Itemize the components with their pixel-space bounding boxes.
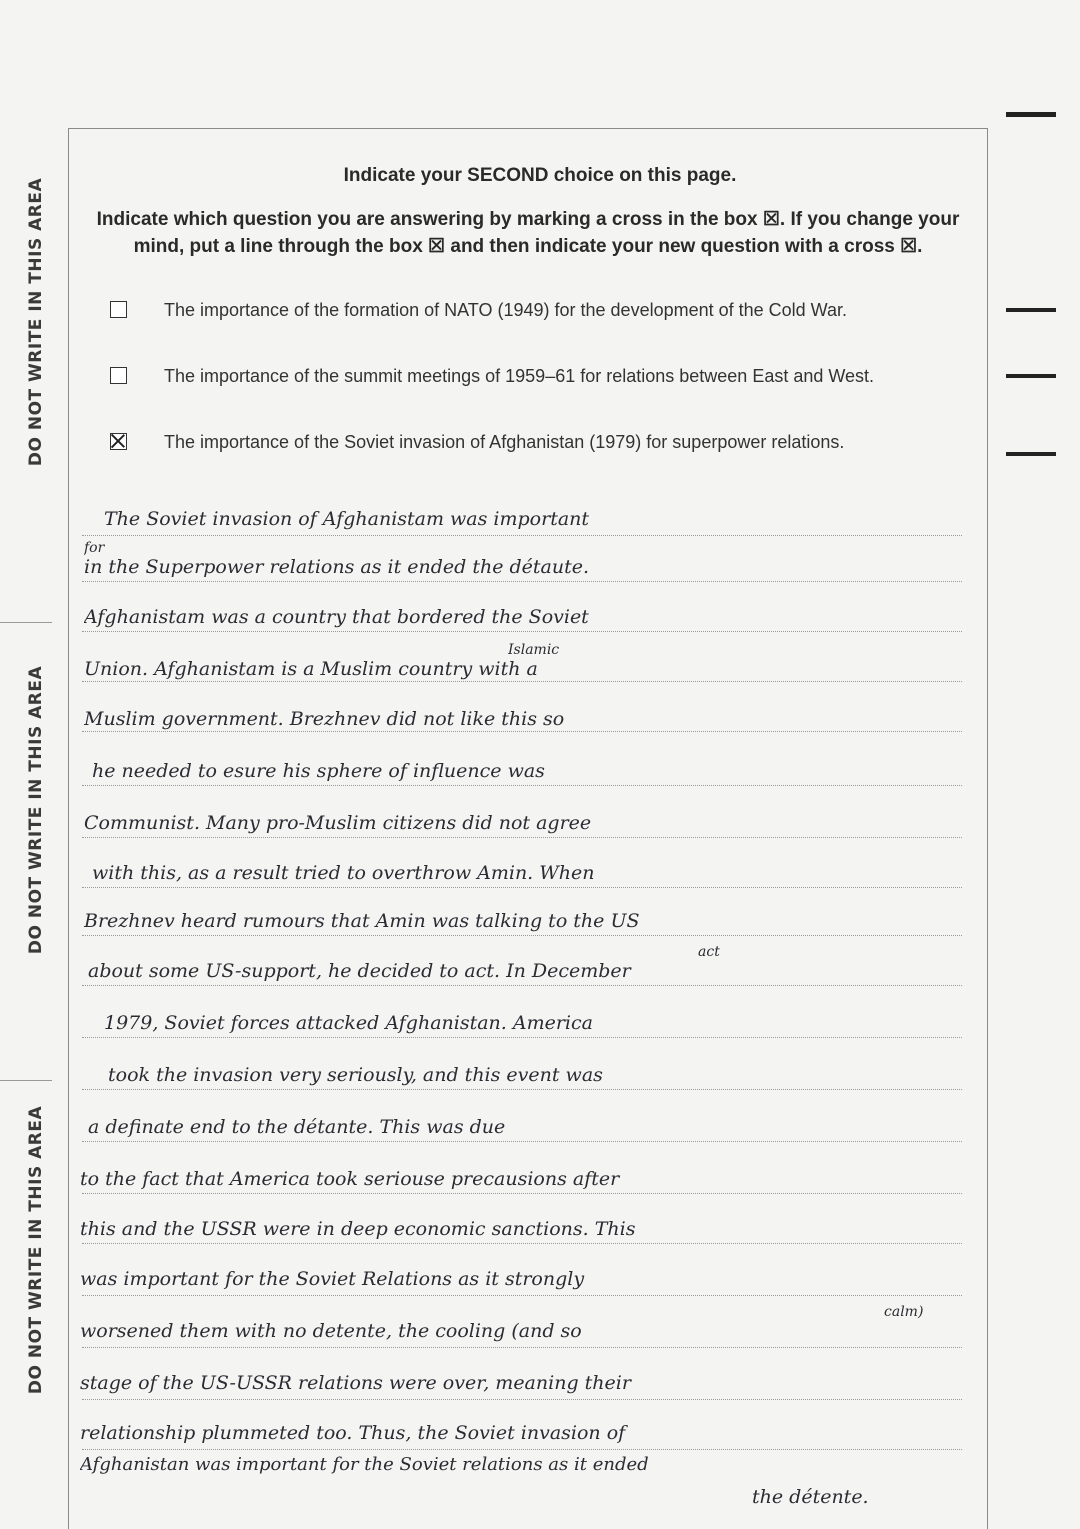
- answer-line: Afghanistam was a country that bordered the Soviet: [84, 606, 589, 628]
- answer-line: Islamic: [508, 642, 560, 658]
- answer-line: calm): [884, 1304, 924, 1320]
- answer-rule: [82, 534, 962, 536]
- answer-rule: [82, 1398, 962, 1400]
- option-checkbox-checked[interactable]: [110, 433, 127, 450]
- option-checkbox[interactable]: [110, 367, 127, 384]
- margin-warning-1: DO NOT WRITE IN THIS AREA: [26, 177, 46, 467]
- answer-line: relationship plummeted too. Thus, the Soviet invasion of: [80, 1422, 626, 1444]
- option-text: The importance of the formation of NATO (1949) for the development of the Cold War.: [164, 300, 848, 320]
- answer-line: act: [698, 944, 720, 960]
- answer-line: was important for the Soviet Relations as it strongly: [80, 1268, 585, 1290]
- answer-line: Afghanistan was important for the Soviet relations as it ended: [80, 1454, 649, 1475]
- answer-rule: [82, 1346, 962, 1348]
- answer-line: he needed to esure his sphere of influence was: [92, 760, 545, 782]
- instructions: [78, 206, 978, 260]
- answer-line: this and the USSR were in deep economic sanctions. This: [80, 1218, 636, 1240]
- answer-line: Communist. Many pro-Muslim citizens did not agree: [84, 812, 592, 834]
- answer-rule: [82, 1192, 962, 1194]
- answer-line: The Soviet invasion of Afghanistam was important: [104, 508, 590, 530]
- margin-separator: [0, 1080, 52, 1081]
- answer-line: to the fact that America took seriouse precausions after: [80, 1168, 620, 1190]
- option-text: The importance of the summit meetings of 1959–61 for relations between East and West.: [164, 366, 875, 386]
- answer-rule: [82, 1140, 962, 1142]
- answer-rule: [82, 580, 962, 582]
- option-checkbox[interactable]: [110, 301, 127, 318]
- page-mark: [1006, 452, 1056, 456]
- margin-warning-2: DO NOT WRITE IN THIS AREA: [26, 665, 46, 955]
- answer-rule: [82, 630, 962, 632]
- answer-line: a definate end to the détante. This was due: [88, 1116, 506, 1138]
- answer-rule: [82, 1294, 962, 1296]
- answer-line: took the invasion very seriously, and this event was: [108, 1064, 603, 1086]
- answer-rule: [82, 680, 962, 682]
- answer-rule: [82, 730, 962, 732]
- answer-rule: [82, 984, 962, 986]
- page-mark: [1006, 112, 1056, 117]
- answer-line: about some US-support, he decided to act. In December: [88, 960, 631, 982]
- answer-line: 1979, Soviet forces attacked Afghanistan. America: [104, 1012, 593, 1034]
- answer-rule: [82, 934, 962, 936]
- page-mark: [1006, 308, 1056, 312]
- instruction-line: mind, put a line through the box ☒ and then indicate your new question with a cross ☒.: [133, 236, 923, 257]
- answer-line: worsened them with no detente, the cooling (and so: [80, 1320, 582, 1342]
- page-mark: [1006, 374, 1056, 378]
- answer-rule: [82, 1036, 962, 1038]
- answer-line: the détente.: [752, 1486, 869, 1508]
- answer-line: Muslim government. Brezhnev did not like this so: [84, 708, 565, 730]
- answer-line: stage of the US-USSR relations were over, meaning their: [80, 1372, 631, 1394]
- instruction-line: Indicate which question you are answering by marking a cross in the box ☒. If you change your: [96, 209, 960, 230]
- answer-rule: [82, 836, 962, 838]
- answer-rule: [82, 886, 962, 888]
- answer-rule: [82, 784, 962, 786]
- answer-rule: [82, 1242, 962, 1244]
- page-title: Indicate your SECOND choice on this page.: [343, 165, 737, 186]
- answer-line: in the Superpower relations as it ended the détaute.: [84, 556, 590, 578]
- margin-warning-3: DO NOT WRITE IN THIS AREA: [26, 1105, 46, 1395]
- option-text: The importance of the Soviet invasion of Afghanistan (1979) for superpower relations.: [164, 432, 845, 452]
- answer-line: Brezhnev heard rumours that Amin was talking to the US: [84, 910, 640, 932]
- margin-separator: [0, 622, 52, 623]
- answer-line: with this, as a result tried to overthrow Amin. When: [92, 862, 595, 884]
- answer-line: Union. Afghanistam is a Muslim country with a: [84, 658, 538, 680]
- answer-line: for: [84, 540, 105, 556]
- answer-rule: [82, 1448, 962, 1450]
- answer-rule: [82, 1088, 962, 1090]
